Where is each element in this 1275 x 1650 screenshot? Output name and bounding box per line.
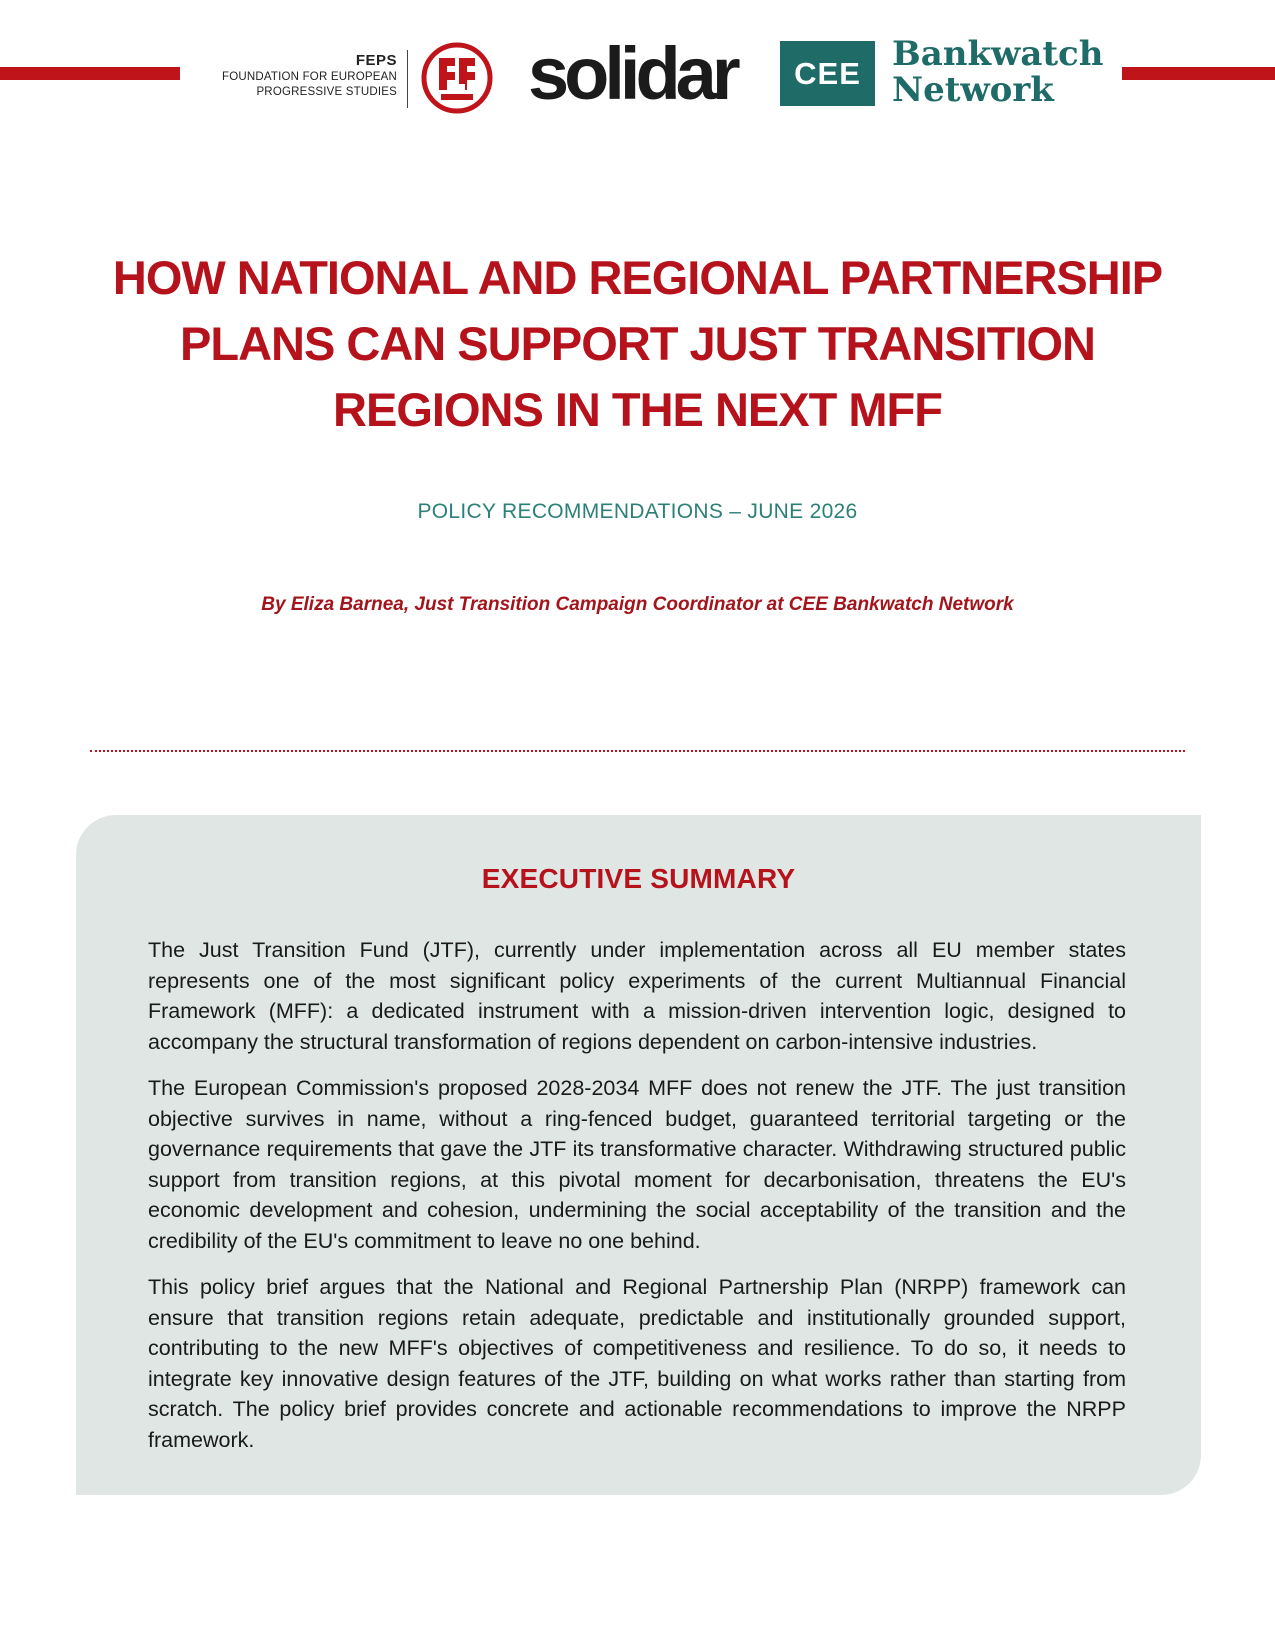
solidar-logo: solidar xyxy=(528,32,736,115)
bankwatch-network-wordmark xyxy=(892,36,1103,108)
cee-logo-box: CEE xyxy=(780,41,875,106)
bankwatch-line-2: Network xyxy=(892,70,1054,110)
feps-emblem-icon xyxy=(419,40,495,116)
header-accent-bar-left xyxy=(0,67,180,80)
executive-summary-body xyxy=(148,935,1126,1471)
document-title xyxy=(90,245,1185,443)
summary-paragraph-1: The Just Transition Fund (JTF), currently under implementation across all EU member states represents one of the most significant policy experiments of the current Multiannual Financial Framework (MFF): a dedicated instrument with a mission-driven intervention logic, designed to accompany the structural transformation of regions dependent on carbon-intensive industries. xyxy=(148,938,1126,1054)
feps-name-line-2: PROGRESSIVE STUDIES xyxy=(256,86,397,98)
dotted-divider xyxy=(90,750,1185,752)
document-subtitle: POLICY RECOMMENDATIONS – JUNE 2026 xyxy=(417,500,858,523)
feps-name-line-1: FOUNDATION FOR EUROPEAN xyxy=(222,71,397,83)
feps-logo-text xyxy=(205,52,397,100)
header-accent-bar-right xyxy=(1122,67,1275,80)
executive-summary-panel xyxy=(76,815,1201,1495)
feps-logo-divider xyxy=(407,50,408,108)
title-line-3: REGIONS IN THE NEXT MFF xyxy=(333,383,942,436)
summary-paragraph-3: This policy brief argues that the National and Regional Partnership Plan (NRPP) framework can ensure that transition regions retain adequate, predictable and institutionally grounded support, contributing to the new MFF's objectives of competitiveness and resilience. To do so, it needs to integrate key innovative design features of the JTF, building on what works rather than starting from scratch. The policy brief provides concrete and actionable recommendations to improve the NRPP framework. xyxy=(148,1275,1126,1452)
author-byline: By Eliza Barnea, Just Transition Campaign Coordinator at CEE Bankwatch Network xyxy=(261,594,1014,615)
summary-paragraph-2: The European Commission's proposed 2028-2034 MFF does not renew the JTF. The just transition objective survives in name, without a ring-fenced budget, guaranteed territorial targeting or the governance requirements that gave the JTF its transformative character. Withdrawing structured public support from transition regions, at this pivotal moment for decarbonisation, threatens the EU's economic development and cohesion, undermining the social acceptability of the transition and the credibility of the EU's commitment to leave no one behind. xyxy=(148,1076,1126,1253)
executive-summary-heading: EXECUTIVE SUMMARY xyxy=(481,863,796,894)
feps-abbreviation: FEPS xyxy=(355,52,397,69)
title-line-2: PLANS CAN SUPPORT JUST TRANSITION xyxy=(180,317,1095,370)
title-line-1: HOW NATIONAL AND REGIONAL PARTNERSHIP xyxy=(112,251,1163,304)
bankwatch-line-1: Bankwatch xyxy=(892,34,1104,74)
